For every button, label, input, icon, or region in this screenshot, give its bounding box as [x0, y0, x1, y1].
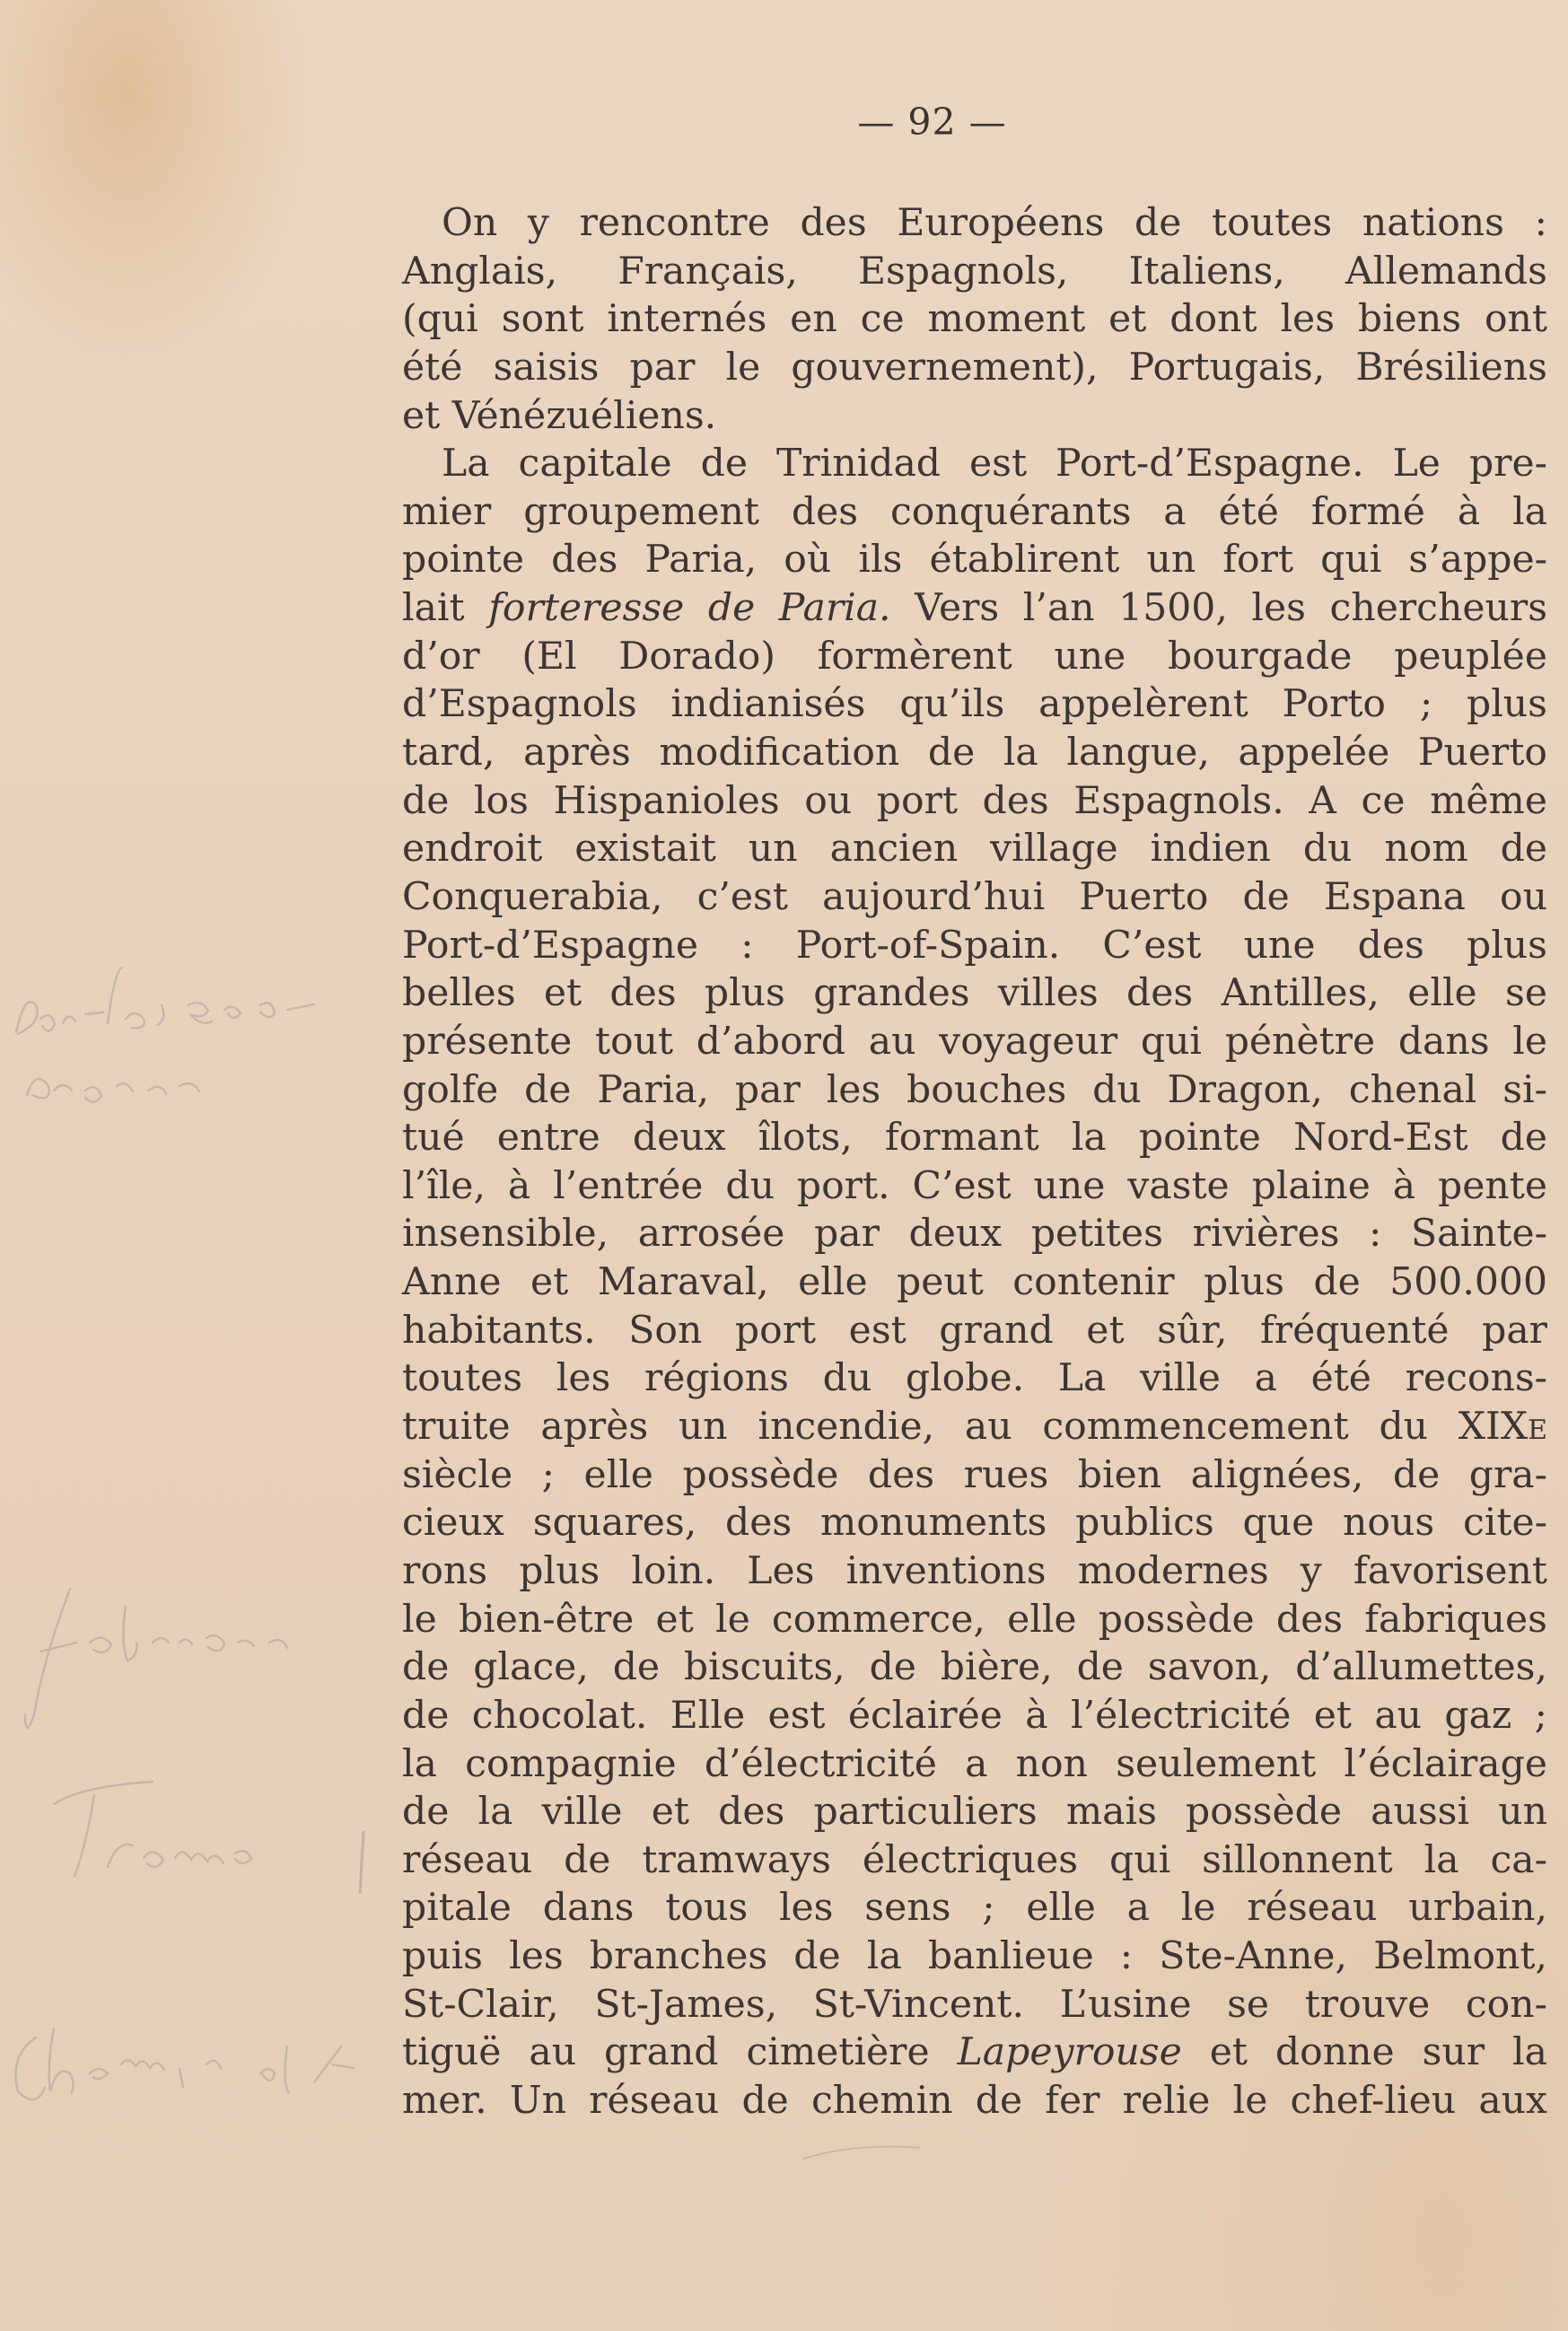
- text-line-composite: [402, 1403, 1547, 1451]
- text-line: pitale dans tous les sens ; elle a le réseau urbain,: [402, 1886, 1547, 1931]
- text-line: puis les branches de la banlieue : Ste-Anne, Belmont,: [402, 1934, 1547, 1979]
- text-line: de los Hispanioles ou port des Espagnols. A ce même: [402, 778, 1547, 823]
- text-line: présente tout d’abord au voyageur qui pénètre dans le: [402, 1019, 1547, 1064]
- text-line-composite: [402, 584, 1547, 633]
- text-line: d’Espagnols indianisés qu’ils appelèrent Porto ; plus: [402, 682, 1547, 727]
- text-line: été saisis par le gouvernement), Portugais, Brésiliens: [402, 345, 1547, 390]
- text-line: tué entre deux îlots, formant la pointe Nord-Est de: [402, 1116, 1547, 1161]
- text-line: pointe des Paria, où ils établirent un fort qui s’appe-: [402, 538, 1547, 583]
- text-run: Vers l’an 1500, les chercheurs: [890, 586, 1547, 631]
- text-line: Conquerabia, c’est aujourd’hui Puerto de Espana ou: [402, 874, 1547, 919]
- text-line: toutes les régions du globe. La ville a été recons-: [402, 1356, 1547, 1401]
- text-line: St-Clair, St-James, St-Vincent. L’usine se trouve con-: [402, 1982, 1547, 2027]
- century-numeral: XIXe: [1458, 1405, 1547, 1450]
- body-text: [402, 199, 1547, 2125]
- text-line: d’or (El Dorado) formèrent une bourgade peuplée: [402, 634, 1547, 679]
- text-line: endroit existait un ancien village indien du nom de: [402, 827, 1547, 872]
- text-line: la compagnie d’électricité a non seulement l’éclairage: [402, 1741, 1547, 1786]
- text-line: La capitale de Trinidad est Port-d’Espagne. Le pre-: [442, 442, 1547, 486]
- text-line: rons plus loin. Les inventions modernes y favorisent: [402, 1548, 1547, 1593]
- text-line-composite: [402, 2029, 1547, 2077]
- text-line: (qui sont internés en ce moment et dont les biens ont: [402, 297, 1547, 342]
- text-line: l’île, à l’entrée du port. C’est une vaste plaine à pente: [402, 1163, 1547, 1208]
- text-line: de chocolat. Elle est éclairée à l’électricité et au gaz ;: [402, 1693, 1547, 1738]
- text-run: lait: [402, 586, 489, 631]
- text-line: réseau de tramways électriques qui sillonnent la ca-: [402, 1837, 1547, 1882]
- text-line: tard, après modification de la langue, appelée Puerto: [402, 731, 1547, 776]
- text-line: On y rencontre des Européens de toutes nations :: [442, 201, 1547, 245]
- text-run: et donne sur la: [1181, 2030, 1547, 2075]
- text-run: tiguë au grand cimetière: [402, 2030, 958, 2075]
- text-run: truite après un incendie, au commencement du: [402, 1405, 1459, 1450]
- text-line: Port-d’Espagne : Port-of-Spain. C’est une des plus: [402, 923, 1547, 968]
- text-line: de glace, de biscuits, de bière, de savon, d’allumettes,: [402, 1645, 1547, 1690]
- text-line: cieux squares, des monuments publics que nous cite-: [402, 1501, 1547, 1546]
- text-line: de la ville et des particuliers mais possède aussi un: [402, 1790, 1547, 1835]
- text-line: Anne et Maraval, elle peut contenir plus de 500.000: [402, 1260, 1547, 1305]
- margin-handwriting: [0, 0, 395, 2331]
- text-line: et Vénézuéliens.: [402, 393, 717, 438]
- text-line: mier groupement des conquérants a été formé à la: [402, 489, 1547, 534]
- text-line: le bien-être et le commerce, elle possède des fabriques: [402, 1597, 1547, 1642]
- italic-text-forteresse: forteresse de Paria.: [488, 586, 891, 631]
- text-line: golfe de Paria, par les bouches du Dragon, chenal si-: [402, 1067, 1547, 1112]
- page-number: — 92 —: [857, 101, 1007, 144]
- pencil-stroke-icon: [799, 2141, 924, 2168]
- pencil-annotations-icon: [0, 0, 395, 2331]
- text-line: insensible, arrosée par deux petites rivières : Sainte-: [402, 1212, 1547, 1257]
- text-line: siècle ; elle possède des rues bien alignées, de gra-: [402, 1452, 1547, 1497]
- text-line: Anglais, Français, Espagnols, Italiens, Allemands: [402, 249, 1547, 294]
- text-line: habitants. Son port est grand et sûr, fréquenté par: [402, 1308, 1547, 1353]
- text-line: mer. Un réseau de chemin de fer relie le chef-lieu aux: [402, 2078, 1547, 2123]
- text-line: belles et des plus grandes villes des Antilles, elle se: [402, 971, 1547, 1016]
- italic-text-lapeyrouse: Lapeyrouse: [957, 2030, 1182, 2075]
